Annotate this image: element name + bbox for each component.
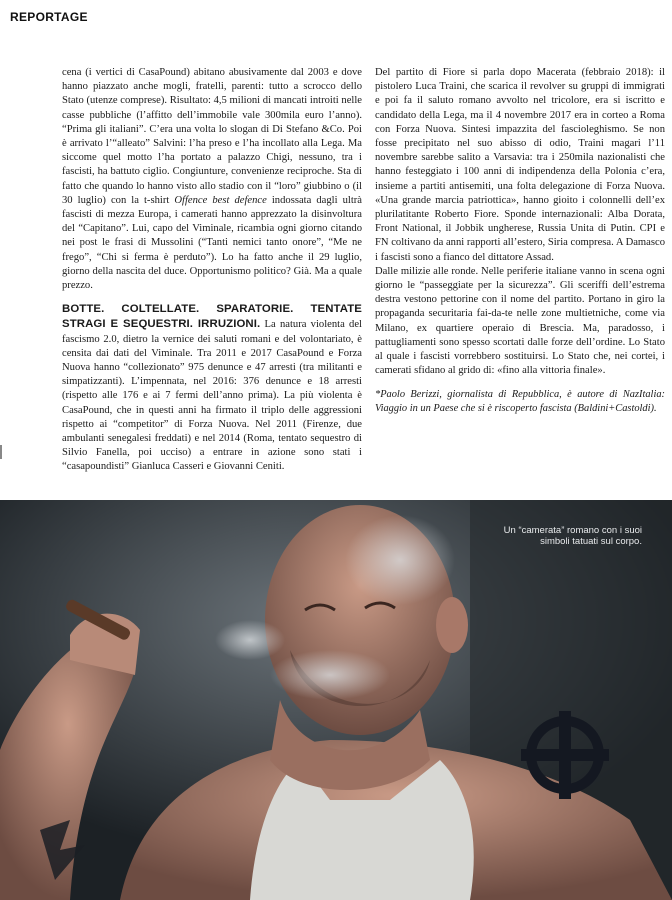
photo-illustration [0,500,672,900]
photo-caption: Un “camerata” romano con i suoi simboli tatuati sul corpo. [503,525,642,547]
article-paragraph: cena (i vertici di CasaPound) abitano abusivamente dal 2003 e dove hanno piazzato anche mogli, fratelli, parenti: tutto a scrocco dello Stato (utenze comprese). Risultato: 4,5 milioni di mancati introiti nelle casse pubbliche (l’affitto dell’immobile vale 300mila euro l’anno). “Prima gli italiani”. C’era una volta lo slogan di Di Stefano &Co. Poi è arrivato l’“alleato” Salvini: l’ha preso e l’ha incollato alla Lega. Ma siccome quel motto l’ha portato a palazzo Chigi, nessuno, tra i fascisti, ha battuto ciglio. Congiunture, convenienze reciproche. Sta di fatto che quando lo hanno visto allo stadio con il “loro” giubbino o (il 30 luglio) con la t-shirt Offence best defence indossata dagli ultrà fascisti di mezza Europa, i camerati hanno apprezzato la disinvoltura del “Capitano”. Lui, capo del Viminale, ricambia ogni giorno citando nei post le frasi di Mussolini (“Tanti nemici tanto onore”, “Me ne frego”, “Chi si ferma è perduto”). Lo ha fatto anche il 29 luglio, giorno della nascita del duce. Opportunismo politico? Già. Ma a quale prezzo. [62,67,362,292]
tshirt-slogan: Offence best defence [174,194,267,206]
article-column-left [62,66,362,475]
section-label: REPORTAGE [10,10,88,24]
article-subhead: BOTTE. COLTELLATE. SPARATORIE. TENTATE STRAGI E SEQUESTRI. IRRUZIONI. [62,303,362,331]
article-paragraph: Dalle milizie alle ronde. Nelle periferie italiane vanno in scena ogni giorno le “passeggiate per la sicurezza”. Gli sceriffi dell’estrema destra vestono pettorine con il nome del partito. Portano in giro la propaganda securitaria fai-da-te nelle zone multietniche, come via Milano, ex quartiere operaio di Brescia. Ma, paradosso, i pattugliamenti sono spesso scortati dalle forze dell’ordine. Lo Stato al quale i fascisti vorrebbero sostituirsi. Lo Stato che, nei cortei, i camerati sfidano al grido di: «fino alla vittoria finale». [375,265,665,377]
article-column-right [375,66,665,416]
author-bio: *Paolo Berizzi, giornalista di Repubblica, è autore di NazItalia: Viaggio in un Paese che si è riscoperto fascista (Baldini+Castoldi). [375,389,665,415]
article-paragraph: BOTTE. COLTELLATE. SPARATORIE. TENTATE STRAGI E SEQUESTRI. IRRUZIONI. La natura violenta del fascismo 2.0, dietro la vernice dei saluti romani e del volontariato, è censita dai dati del Viminale. Tra 2011 e 2017 CasaPound e Forza Nuova hanno “collezionato” 975 denunce e 47 arresti (tra militanti e simpatizzanti). L’impennata, nel 2016: 376 denunce e 18 arresti (rispetto alle 176 e ai 7 fermi dell’anno prima). La più violenta è CasaPound, che in questi anni ha firmato il triplo delle aggressioni rispetto ai “competitor” di Forza Nuova. Nel 2011 (Firenze, due ambulanti senegalesi freddati) e nel 2014 (Roma, tentato sequestro di Silvio Fanella, poi ucciso) a entrare in azione sono stati i “casapoundisti” Gianluca Casseri e Giovanni Ceniti. [62,303,362,473]
article-photo [0,500,672,900]
margin-mark [0,445,2,459]
article-paragraph: Del partito di Fiore si parla dopo Macerata (febbraio 2018): il pistolero Luca Traini, che scarica il revolver su gruppi di immigrati e poi fa il saluto romano avvolto nel tricolore, era si iscritto e candidato della Lega, ma il 4 novembre 2017 era in corteo a Roma con Forza Nuova. Sintesi impazzita del fascioleghismo. Se non fosse precipitato nel suo abisso di odio, Traini magari l’11 novembre sarebbe salito a Varsavia: tra i 250mila nazionalisti che hanno festeggiato i 100 anni di indipendenza della Polonia c’era, insieme a partiti antisemiti, una folta delegazione di Forza Nuova. «Una grande marcia patriottica», hanno gioito i colonnelli dell’ex plurilatitante Roberto Fiore. Sponde internazionali: Alba Dorata, Front National, il Jobbik ungherese, Russia Unita di Putin. CPI e FN coltivano da anni rapporti all’estero, Siria compresa. A Damasco i fascisti sono a fianco del dittatore Assad. [375,67,665,263]
